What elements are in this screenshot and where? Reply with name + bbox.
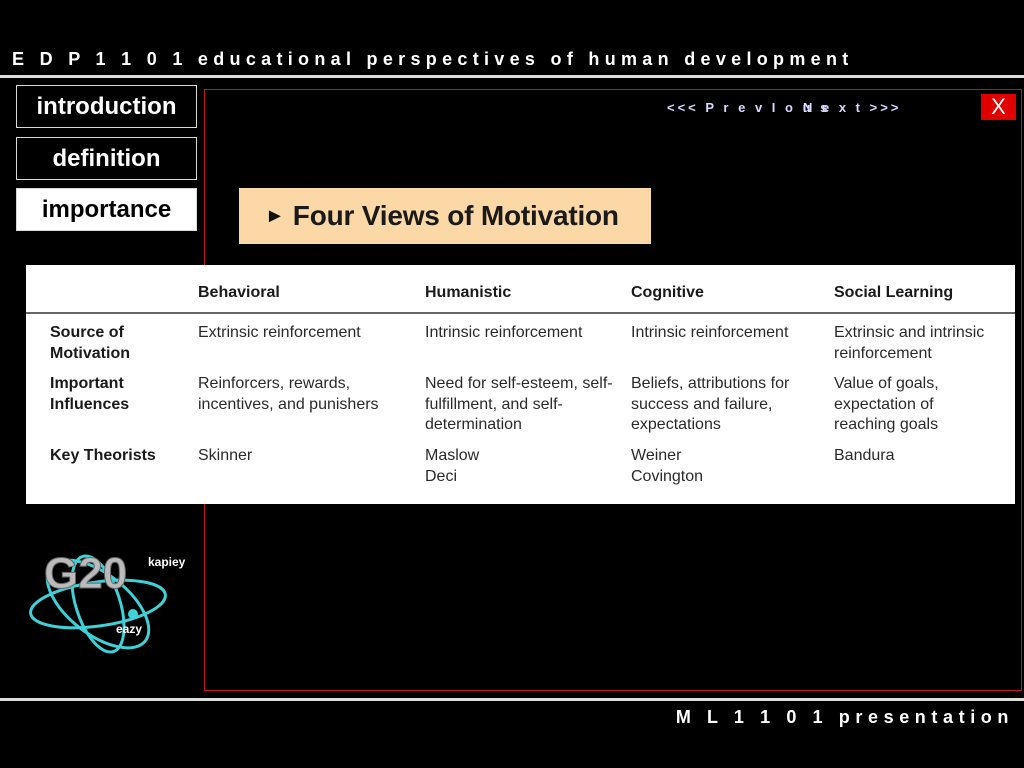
nav-button-importance[interactable]: importance [16, 188, 197, 231]
table-cell: Extrinsic and intrinsic reinforcement [834, 324, 985, 362]
column-header: Cognitive [631, 284, 704, 301]
nav-button-definition[interactable]: definition [16, 137, 197, 180]
row-label: Source of Motivation [50, 324, 130, 362]
table-cell: Maslow Deci [425, 447, 480, 485]
column-header: Behavioral [198, 284, 280, 301]
nav-button-introduction[interactable]: introduction [16, 85, 197, 128]
logo-main-text: G20 [44, 549, 128, 598]
table-cell: Weiner Covington [631, 447, 704, 485]
play-triangle-icon: ► [265, 204, 285, 227]
logo-label-bottom: eazy [116, 622, 143, 636]
header-divider [26, 312, 1015, 314]
bottom-divider [0, 698, 1024, 701]
table-cell: Beliefs, attributions for success and failure, expectations [631, 375, 790, 433]
table-cell: Intrinsic reinforcement [425, 324, 583, 341]
table-cell: Bandura [834, 447, 895, 464]
slide-heading-text: Four Views of Motivation [292, 200, 619, 231]
slide-heading [239, 188, 651, 244]
table-cell: Need for self-esteem, self-fulfillment, and self-determination [425, 375, 613, 433]
table-cell: Extrinsic reinforcement [198, 324, 361, 341]
g20-logo [28, 548, 208, 658]
logo-label-top: kapiey [148, 555, 186, 569]
row-label: Important Influences [50, 375, 130, 413]
table-cell: Reinforcers, rewards, incentives, and punishers [198, 375, 379, 413]
top-divider [0, 75, 1024, 78]
orbit-dot-icon [128, 609, 138, 619]
footer-text: M L 1 1 0 1 presentation [675, 707, 1014, 727]
motivation-table [26, 265, 1015, 504]
close-button[interactable]: X [981, 94, 1016, 120]
table-cell: Value of goals, expectation of reaching goals [834, 375, 939, 433]
next-link[interactable]: N e x t >>> [803, 100, 902, 115]
row-label: Key Theorists [50, 447, 156, 464]
column-header: Social Learning [834, 284, 954, 301]
table-cell: Intrinsic reinforcement [631, 324, 789, 341]
table-cell: Skinner [198, 447, 253, 464]
previous-link[interactable]: <<< P r e v I o u s [667, 100, 831, 115]
page-title: E D P 1 1 0 1 educational perspectives of human development [12, 49, 854, 69]
column-header: Humanistic [425, 284, 512, 301]
